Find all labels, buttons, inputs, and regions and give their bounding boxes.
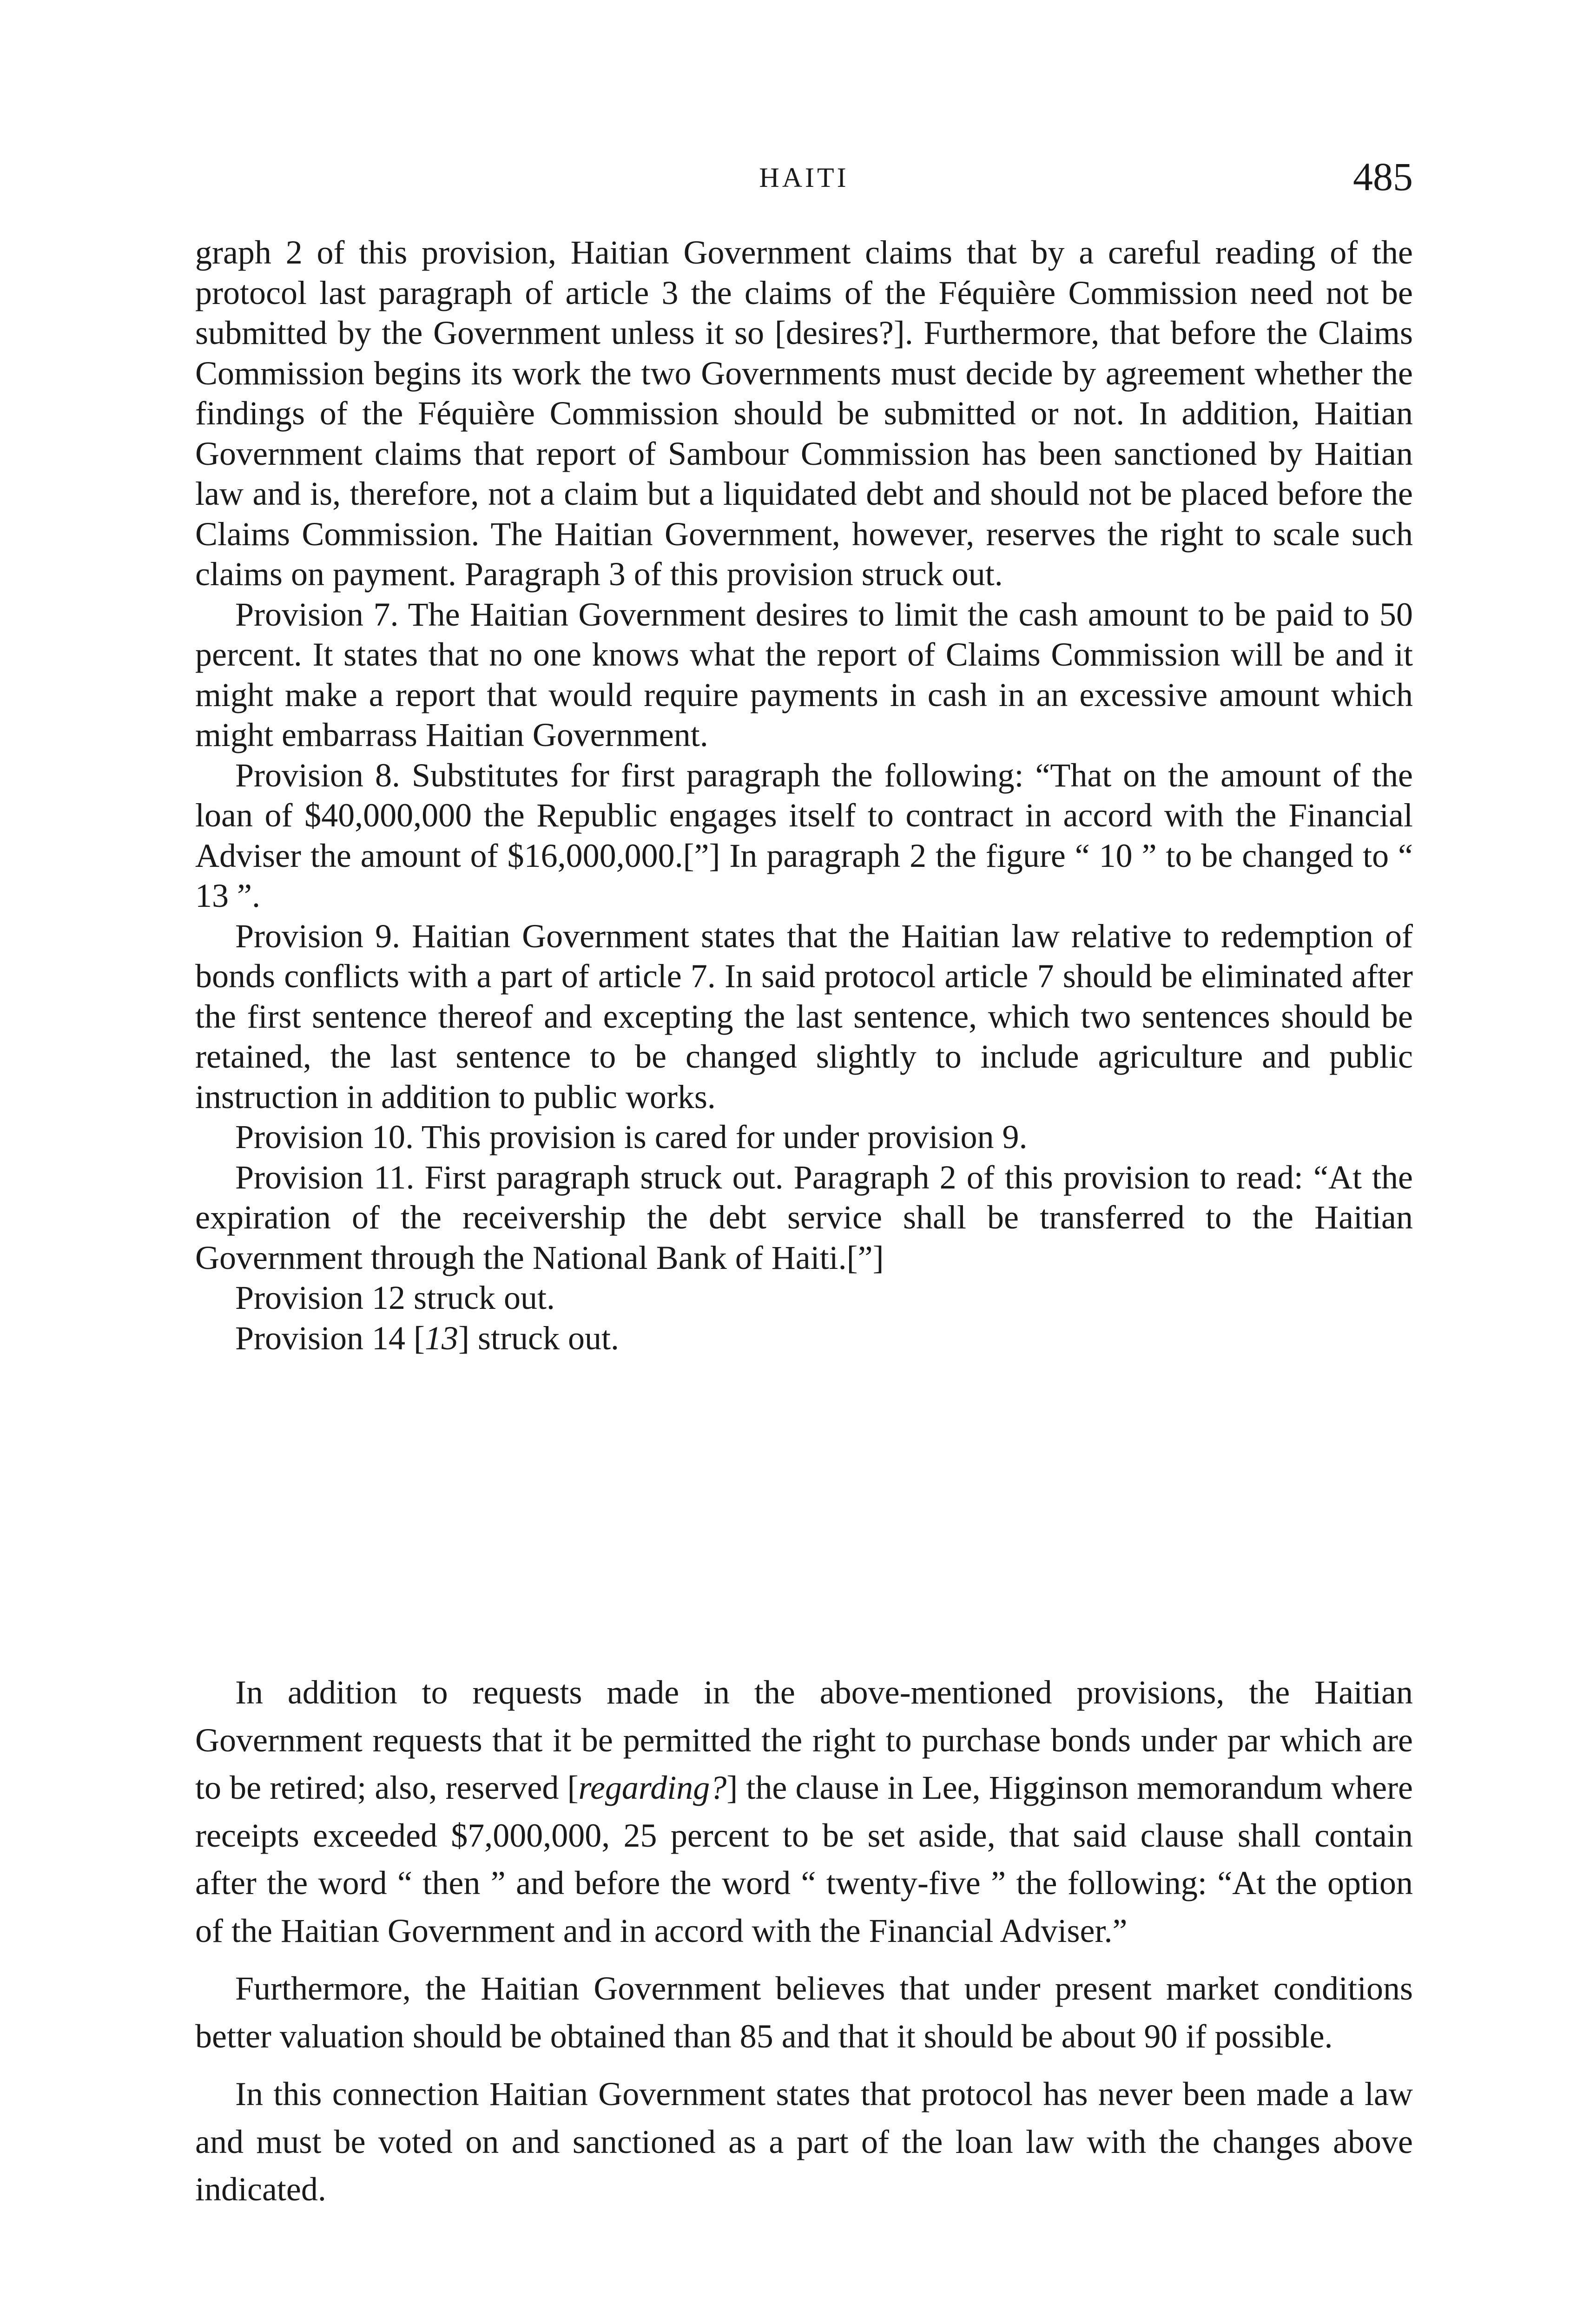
paragraph-provision-7: Provision 7. The Haitian Government desires to limit the cash amount to be paid to 50 percent. It states that no one knows what the report of Claims Commission will be and it might make a report that would require payments in cash in an excessive amount which might embarrass Haitian Government. (195, 595, 1413, 753)
provision-14-suffix: ] struck out. (458, 1319, 619, 1357)
paragraph-provision-12: Provision 12 struck out. (235, 1279, 555, 1316)
paragraph-provision-9: Provision 9. Haitian Government states that the Haitian law relative to redemption of bonds conflicts with a part of article 7. In said protocol article 7 should be eliminated after the first sentence thereof and excepting the last sentence, which two sentences should be retained, the last sentence to be changed slightly to include agriculture and public instruction in addition to public works. (195, 917, 1413, 1116)
body-text (195, 1669, 1413, 2213)
page-number: 485 (1353, 154, 1413, 199)
additional-requests-part-2: ] the clause in Lee, Higginson memorandum where receipts exceeded $7,000,000, 25 percent to be set aside, that said clause shall contain after the word “ then ” and before the word “ twenty-five ” the following: “At the option of the Haitian Government and in accord with the Financial Adviser.” (195, 1769, 1413, 1949)
paragraph-additional-requests (195, 1669, 1413, 1954)
telegram-text (195, 232, 1413, 1358)
paragraph-provision-6-continued: graph 2 of this provision, Haitian Government claims that by a careful reading of the protocol last paragraph of article 3 the claims of the Féquière Commission need not be submitted by the Government unless it so [desires?]. Furthermore, that before the Claims Commission begins its work the two Governments must decide by agreement whether the findings of the Féquière Commission should be submitted or not. In addition, Haitian Government claims that report of Sambour Commission has been sanctioned by Haitian law and is, therefore, not a claim but a liquidated debt and should not be placed before the Claims Commission. The Haitian Government, however, reserves the right to scale such claims on payment. Paragraph 3 of this provision struck out. (195, 234, 1413, 593)
editorial-correction: 13 (425, 1319, 459, 1357)
paragraph-valuation: Furthermore, the Haitian Government believes that under present market conditions better valuation should be obtained than 85 and that it should be about 90 if possible. (195, 1970, 1413, 2055)
paragraph-provision-8: Provision 8. Substitutes for first paragraph the following: “That on the amount of the loan of $40,000,000 the Republic engages itself to contract in accord with the Financial Adviser the amount of $16,000,000.[”] In paragraph 2 the figure “ 10 ” to be changed to “ 13 ”. (195, 756, 1413, 914)
editorial-insertion: regarding? (578, 1769, 727, 1806)
paragraph-protocol-law: In this connection Haitian Government states that protocol has never been made a law and must be voted on and sanctioned as a part of the loan law with the changes above indicated. (195, 2075, 1413, 2208)
page-header (195, 153, 1413, 205)
running-head: HAITI (759, 162, 849, 193)
paragraph-provision-10: Provision 10. This provision is cared for under provision 9. (235, 1118, 1028, 1155)
paragraph-provision-11: Provision 11. First paragraph struck out. Paragraph 2 of this provision to read: “At the expiration of the receivership the debt service shall be transferred to the Haitian Government through the National Bank of Haiti.[”] (195, 1158, 1413, 1276)
additional-requests-part-1: In addition to requests made in the above-mentioned provisions, the Haitian Government requests that it be permitted the right to purchase bonds under par which are to be retired; also, reserved [ (195, 1674, 1413, 1806)
paragraph-provision-14 (195, 1318, 1413, 1359)
provision-14-prefix: Provision 14 [ (235, 1319, 425, 1357)
